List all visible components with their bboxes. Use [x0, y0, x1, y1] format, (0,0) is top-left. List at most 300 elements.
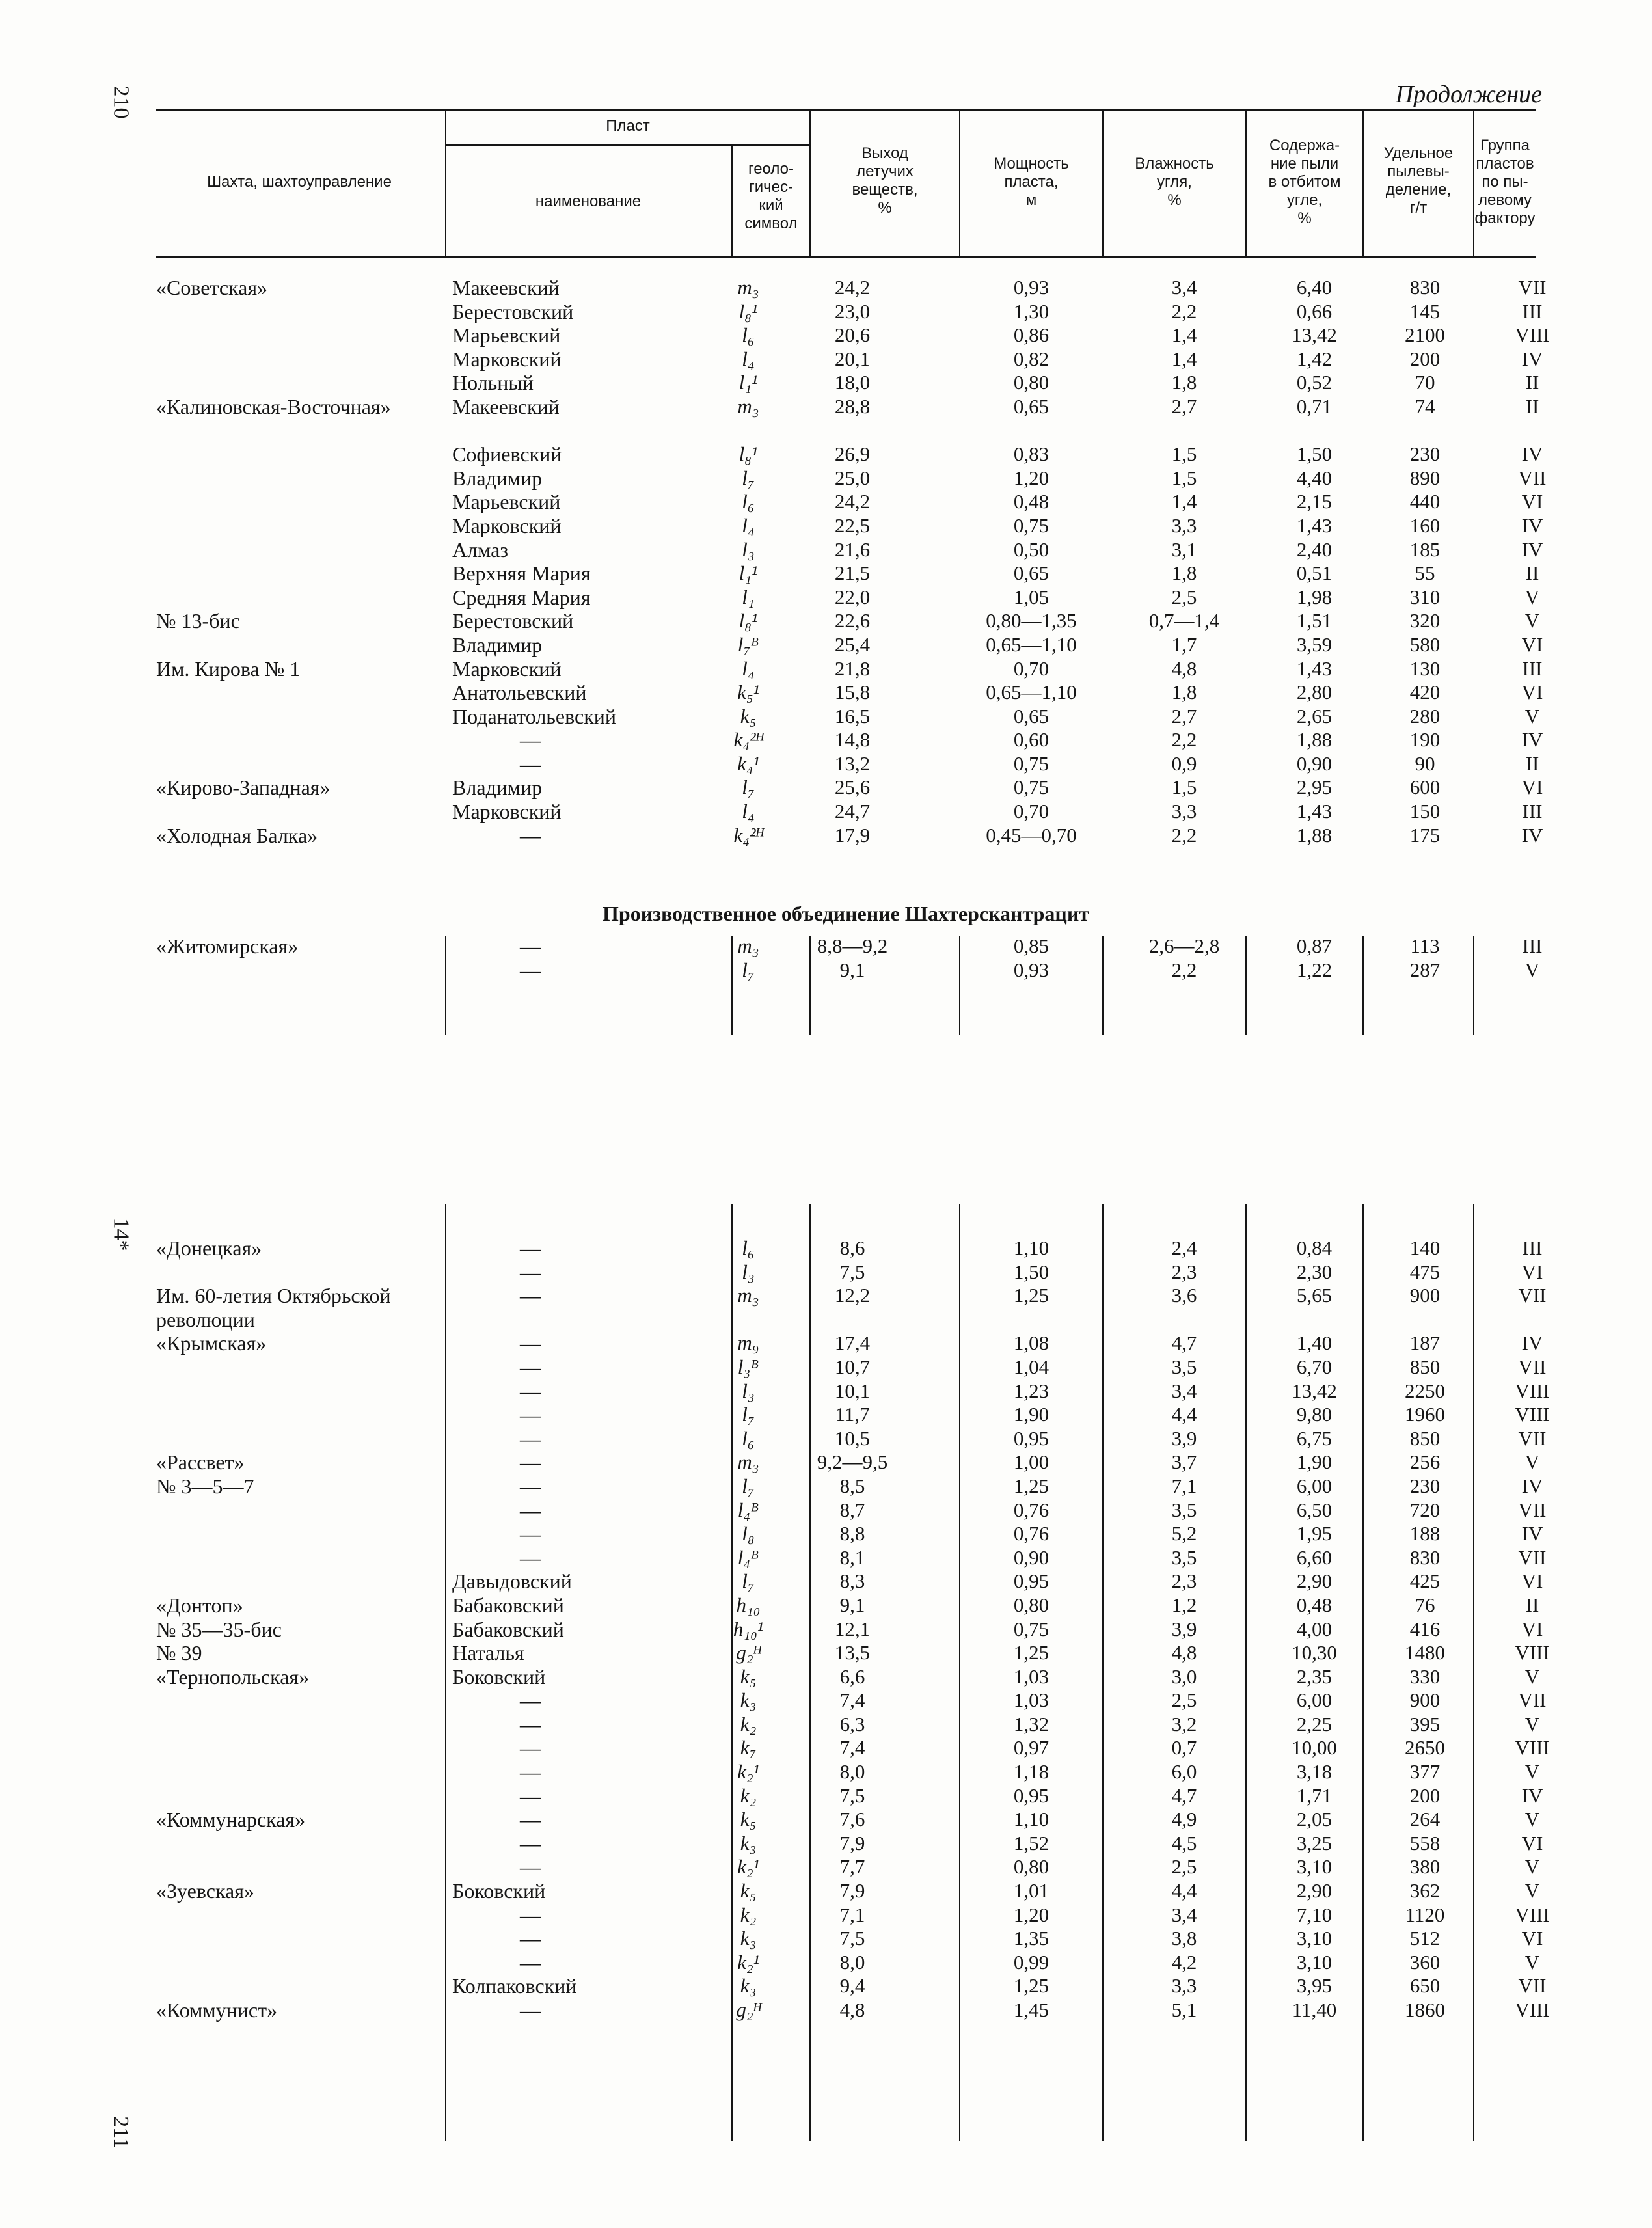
specific-dust-release: 580 [1409, 632, 1441, 656]
seam-name: Владимир [452, 466, 543, 490]
seam-thickness: 0,80 [1013, 371, 1049, 394]
coal-moisture: 3,1 [1171, 537, 1197, 561]
header-bottom-rule [156, 256, 1536, 258]
coal-moisture: 3,6 [1171, 1284, 1197, 1307]
dust-group: III [1522, 934, 1543, 957]
seam-name: — [520, 728, 541, 752]
mine-name [156, 371, 442, 395]
seam-name: Софиевский [452, 442, 562, 467]
dust-content: 13,42 [1292, 323, 1337, 347]
seam-name: — [520, 1689, 541, 1713]
specific-dust-release: 90 [1415, 752, 1435, 775]
geo-symbol: l₄ [742, 800, 755, 823]
coal-moisture: 3,9 [1171, 1617, 1197, 1640]
coal-moisture: 4,2 [1171, 1950, 1197, 1974]
seam-thickness: 1,23 [1013, 1379, 1049, 1402]
geo-symbol: l₃ [742, 1260, 755, 1283]
geo-symbol: m₉ [737, 1331, 759, 1355]
dust-content: 10,00 [1292, 1736, 1337, 1759]
seam-name: Берестовский [452, 299, 574, 323]
volatile-yield: 9,1 [839, 958, 865, 981]
volatile-yield: 6,6 [839, 1664, 865, 1688]
volatile-yield: 10,1 [834, 1379, 871, 1402]
coal-moisture: 1,8 [1171, 562, 1197, 585]
specific-dust-release: 310 [1409, 585, 1441, 608]
mine-name [156, 1546, 442, 1570]
specific-dust-release: 145 [1409, 299, 1441, 323]
geo-symbol: m₃ [737, 934, 759, 957]
geo-symbol: k₃ [740, 1689, 757, 1712]
table-row [156, 958, 1540, 983]
mine-name [156, 442, 442, 467]
seam-thickness: 1,52 [1013, 1831, 1049, 1854]
seam-thickness: 0,65 [1013, 704, 1049, 727]
mine-name [156, 1569, 442, 1594]
coal-moisture: 3,5 [1171, 1545, 1197, 1569]
coal-moisture: 0,9 [1171, 752, 1197, 775]
volatile-yield: 7,7 [839, 1855, 865, 1879]
specific-dust-release: 160 [1409, 513, 1441, 537]
dust-content: 2,95 [1296, 776, 1333, 799]
volatile-yield: 7,5 [839, 1260, 865, 1283]
seam-name: — [520, 1760, 541, 1784]
seam-thickness: 1,08 [1013, 1331, 1049, 1355]
geo-symbol: l₇ [742, 1569, 755, 1593]
table-top-block [156, 276, 1550, 847]
table-row [156, 1808, 1540, 1832]
seam-thickness: 0,82 [1013, 347, 1049, 370]
volatile-yield: 14,8 [834, 728, 871, 752]
seam-name: Марковский [452, 800, 562, 824]
mine-name: «Коммунист» [156, 1998, 278, 2022]
header-plast: Пласт [606, 117, 650, 135]
coal-moisture: 3,5 [1171, 1498, 1197, 1521]
table-row [156, 800, 1543, 824]
geo-symbol: l₇ [742, 776, 755, 799]
volatile-yield: 23,0 [834, 299, 871, 323]
table-row [156, 776, 1543, 800]
geo-symbol: l₄ᴮ [737, 1498, 759, 1521]
table-row [156, 585, 1540, 610]
dust-content: 3,95 [1296, 1974, 1333, 1998]
dust-group: VIII [1515, 1379, 1550, 1402]
seam-thickness: 1,00 [1013, 1450, 1049, 1474]
geo-symbol: k₂¹ [737, 1855, 759, 1879]
mine-name [156, 1499, 442, 1523]
mine-name [156, 1784, 442, 1808]
coal-moisture: 1,5 [1171, 776, 1197, 799]
seam-thickness: 0,65—1,10 [986, 632, 1077, 656]
specific-dust-release: 440 [1409, 490, 1441, 513]
seam-name: Боковский [452, 1664, 546, 1689]
mine-name [156, 1903, 442, 1927]
dust-content: 9,80 [1296, 1403, 1333, 1426]
dust-content: 5,65 [1296, 1284, 1333, 1307]
coal-moisture: 4,8 [1171, 1641, 1197, 1664]
coal-moisture: 3,5 [1171, 1355, 1197, 1378]
dust-content: 2,25 [1296, 1712, 1333, 1735]
specific-dust-release: 475 [1409, 1260, 1441, 1283]
signature-mark: 14* [109, 1217, 133, 1251]
coal-moisture: 4,7 [1171, 1331, 1197, 1355]
coal-moisture: 1,4 [1171, 347, 1197, 370]
dust-group: V [1524, 1664, 1540, 1688]
mine-name [156, 467, 442, 491]
dust-content: 6,70 [1296, 1355, 1333, 1378]
coal-moisture: 4,4 [1171, 1403, 1197, 1426]
specific-dust-release: 113 [1410, 934, 1440, 957]
specific-dust-release: 187 [1409, 1331, 1441, 1355]
seam-thickness: 0,95 [1013, 1426, 1049, 1450]
seam-name: — [520, 1379, 541, 1403]
dust-group: IV [1521, 442, 1543, 466]
seam-name: Колпаковский [452, 1974, 577, 1998]
table-row [156, 1426, 1547, 1451]
seam-name: — [520, 958, 541, 982]
mine-name: № 13-бис [156, 609, 240, 633]
coal-moisture: 3,4 [1171, 1903, 1197, 1926]
coal-moisture: 2,2 [1171, 958, 1197, 981]
dust-content: 0,51 [1296, 562, 1333, 585]
specific-dust-release: 188 [1409, 1522, 1441, 1545]
geo-symbol: l₈ [742, 1522, 755, 1545]
geo-symbol: k₅¹ [737, 681, 759, 704]
dust-group: IV [1521, 728, 1543, 752]
geo-symbol: l₄ [742, 657, 755, 680]
dust-content: 10,30 [1292, 1641, 1337, 1664]
geo-symbol: l₆ [742, 1236, 755, 1259]
geo-symbol: k₂¹ [737, 1760, 759, 1784]
dust-group: III [1522, 657, 1543, 680]
dust-content: 2,90 [1296, 1569, 1333, 1593]
volatile-yield: 11,7 [835, 1403, 870, 1426]
dust-group: VI [1521, 1831, 1543, 1854]
dust-group: V [1524, 1450, 1540, 1474]
volatile-yield: 7,1 [839, 1903, 865, 1926]
dust-group: II [1525, 371, 1539, 394]
seam-name: Средняя Мария [452, 585, 591, 609]
geo-symbol: m₃ [737, 1450, 759, 1474]
table-row [156, 1641, 1550, 1665]
dust-group: V [1524, 1950, 1540, 1974]
header-vlazhnost: Влажность угля, % [1135, 155, 1214, 209]
mine-name [156, 705, 442, 729]
volatile-yield: 10,5 [834, 1426, 871, 1450]
geo-symbol: h₁₀¹ [733, 1617, 764, 1640]
volatile-yield: 9,1 [839, 1593, 865, 1616]
table-row [156, 1664, 1540, 1689]
dust-group: VII [1518, 1426, 1547, 1450]
dust-group: VIII [1515, 1903, 1550, 1926]
seam-name: — [520, 1498, 541, 1522]
geo-symbol: k₅ [740, 1879, 757, 1903]
dust-group: II [1525, 1593, 1539, 1616]
specific-dust-release: 425 [1409, 1569, 1441, 1593]
mine-name [156, 1927, 442, 1951]
section-title: Производственное объединение Шахтерскантрацит [603, 902, 1089, 925]
coal-moisture: 2,2 [1171, 299, 1197, 323]
dust-group: IV [1521, 823, 1543, 847]
seam-name: — [520, 1950, 541, 1974]
seam-thickness: 0,75 [1013, 776, 1049, 799]
mine-name: «Холодная Балка» [156, 823, 318, 847]
mine-name: «Калиновская-Восточная» [156, 394, 391, 418]
seam-thickness: 1,30 [1013, 299, 1049, 323]
seam-name: — [520, 1355, 541, 1379]
dust-group: VIII [1515, 1998, 1550, 2021]
dust-content: 1,51 [1296, 609, 1333, 632]
header-geo-symbol: геоло- гичес- кий символ [744, 160, 798, 232]
volatile-yield: 16,5 [834, 704, 871, 727]
volatile-yield: 13,2 [834, 752, 871, 775]
volatile-yield: 7,4 [839, 1736, 865, 1759]
dust-content: 2,80 [1296, 681, 1333, 704]
seam-name: — [520, 1736, 541, 1760]
dust-group: V [1524, 1808, 1540, 1831]
seam-name: — [520, 1426, 541, 1450]
specific-dust-release: 330 [1409, 1664, 1441, 1688]
table-row [156, 1974, 1547, 1998]
dust-group: VIII [1515, 1641, 1550, 1664]
specific-dust-release: 850 [1409, 1355, 1441, 1378]
specific-dust-release: 2250 [1405, 1379, 1445, 1402]
volatile-yield: 13,5 [834, 1641, 871, 1664]
seam-name: Марковский [452, 513, 562, 537]
seam-thickness: 1,25 [1013, 1974, 1049, 1998]
mine-name [156, 347, 442, 372]
column-divider [731, 936, 733, 1035]
mine-name [156, 1832, 442, 1856]
seam-name: Давыдовский [452, 1569, 572, 1594]
dust-content: 1,90 [1296, 1450, 1333, 1474]
volatile-yield: 8,1 [839, 1545, 865, 1569]
column-divider [809, 936, 811, 1035]
volatile-yield: 9,2—9,5 [817, 1450, 888, 1474]
specific-dust-release: 830 [1409, 1545, 1441, 1569]
dust-group: V [1524, 704, 1540, 727]
coal-moisture: 1,8 [1171, 681, 1197, 704]
coal-moisture: 2,5 [1171, 585, 1197, 608]
geo-symbol: l₄ [742, 347, 755, 370]
coal-moisture: 3,4 [1171, 276, 1197, 299]
seam-name: Алмаз [452, 537, 508, 562]
dust-group: VII [1518, 1545, 1547, 1569]
specific-dust-release: 416 [1409, 1617, 1441, 1640]
seam-name: Марковский [452, 657, 562, 681]
mine-name: Им. 60-летия Октябрьской революции [156, 1284, 391, 1331]
specific-dust-release: 380 [1409, 1855, 1441, 1879]
coal-moisture: 7,1 [1171, 1474, 1197, 1497]
specific-dust-release: 830 [1409, 276, 1441, 299]
dust-content: 0,84 [1296, 1236, 1333, 1259]
column-divider [445, 936, 446, 1035]
volatile-yield: 8,0 [839, 1950, 865, 1974]
mine-name [156, 538, 442, 562]
coal-moisture: 3,9 [1171, 1426, 1197, 1450]
dust-content: 1,43 [1296, 800, 1333, 823]
dust-content: 2,90 [1296, 1879, 1333, 1903]
seam-thickness: 1,03 [1013, 1689, 1049, 1712]
dust-content: 1,43 [1296, 513, 1333, 537]
coal-moisture: 1,4 [1171, 490, 1197, 513]
dust-content: 0,87 [1296, 934, 1333, 957]
volatile-yield: 7,9 [839, 1879, 865, 1903]
coal-moisture: 5,2 [1171, 1522, 1197, 1545]
volatile-yield: 26,9 [834, 442, 871, 466]
geo-symbol: l₆ [742, 490, 755, 513]
dust-content: 6,00 [1296, 1689, 1333, 1712]
dust-content: 1,71 [1296, 1784, 1333, 1807]
volatile-yield: 7,9 [839, 1831, 865, 1854]
specific-dust-release: 256 [1409, 1450, 1441, 1474]
table-row [156, 1927, 1543, 1951]
mine-name: «Коммунарская» [156, 1808, 306, 1832]
table-row [156, 299, 1543, 324]
dust-group: II [1525, 562, 1539, 585]
column-divider [1362, 936, 1364, 1035]
dust-group: VI [1521, 490, 1543, 513]
dust-content: 1,50 [1296, 442, 1333, 466]
volatile-yield: 18,0 [834, 371, 871, 394]
seam-name: — [520, 1712, 541, 1736]
mine-name [156, 586, 442, 610]
coal-moisture: 1,5 [1171, 442, 1197, 466]
dust-group: VI [1521, 681, 1543, 704]
geo-symbol: l₆ [742, 323, 755, 347]
table-row [156, 1784, 1543, 1808]
seam-name: Наталья [452, 1641, 524, 1665]
dust-content: 3,10 [1296, 1855, 1333, 1879]
dust-group: VII [1518, 466, 1547, 489]
mine-name: № 3—5—7 [156, 1474, 254, 1498]
geo-symbol: k₂ [740, 1784, 757, 1807]
geo-symbol: k₅ [740, 704, 757, 727]
table-row [156, 1522, 1543, 1546]
seam-thickness: 0,48 [1013, 490, 1049, 513]
specific-dust-release: 130 [1409, 657, 1441, 680]
coal-moisture: 4,8 [1171, 657, 1197, 680]
volatile-yield: 8,5 [839, 1474, 865, 1497]
seam-thickness: 1,25 [1013, 1474, 1049, 1497]
mine-name: Им. Кирова № 1 [156, 657, 301, 681]
seam-thickness: 1,35 [1013, 1927, 1049, 1950]
geo-symbol: l₇ᴮ [737, 632, 759, 656]
specific-dust-release: 74 [1415, 394, 1435, 418]
seam-name: Поданатольевский [452, 704, 616, 728]
specific-dust-release: 512 [1409, 1927, 1441, 1950]
specific-dust-release: 420 [1409, 681, 1441, 704]
seam-thickness: 1,25 [1013, 1641, 1049, 1664]
dust-content: 6,00 [1296, 1474, 1333, 1497]
seam-thickness: 0,85 [1013, 934, 1049, 957]
dust-content: 11,40 [1292, 1998, 1337, 2021]
specific-dust-release: 600 [1409, 776, 1441, 799]
volatile-yield: 25,6 [834, 776, 871, 799]
column-divider [959, 936, 960, 1035]
seam-thickness: 0,45—0,70 [986, 823, 1077, 847]
dust-content: 2,05 [1296, 1808, 1333, 1831]
coal-moisture: 2,6—2,8 [1148, 934, 1220, 957]
seam-thickness: 1,01 [1013, 1879, 1049, 1903]
dust-group: VII [1518, 1689, 1547, 1712]
seam-name: Берестовский [452, 609, 574, 633]
table-row [156, 466, 1547, 491]
dust-content: 2,15 [1296, 490, 1333, 513]
mine-name [156, 1974, 442, 1998]
coal-moisture: 2,7 [1171, 394, 1197, 418]
seam-thickness: 0,75 [1013, 513, 1049, 537]
seam-thickness: 0,75 [1013, 1617, 1049, 1640]
table-row [156, 1689, 1547, 1713]
dust-group: IV [1521, 1474, 1543, 1497]
seam-name: — [520, 1474, 541, 1498]
table-bottom-block [156, 1236, 1550, 2022]
geo-symbol: k₅ [740, 1664, 757, 1688]
volatile-yield: 20,1 [834, 347, 871, 370]
specific-dust-release: 280 [1409, 704, 1441, 727]
geo-symbol: l₃ [742, 1379, 755, 1402]
dust-group: II [1525, 394, 1539, 418]
mine-name [156, 300, 442, 324]
dust-group: VII [1518, 1498, 1547, 1521]
specific-dust-release: 395 [1409, 1712, 1441, 1735]
dust-group: III [1522, 800, 1543, 823]
seam-thickness: 1,25 [1013, 1284, 1049, 1307]
specific-dust-release: 190 [1409, 728, 1441, 752]
geo-symbol: l₁¹ [738, 371, 758, 394]
specific-dust-release: 650 [1409, 1974, 1441, 1998]
mine-name [156, 958, 442, 983]
seam-name: — [520, 1831, 541, 1855]
coal-moisture: 1,2 [1171, 1593, 1197, 1616]
seam-name: Владимир [452, 632, 543, 657]
coal-moisture: 3,3 [1171, 513, 1197, 537]
seam-thickness: 1,32 [1013, 1712, 1049, 1735]
dust-group: VI [1521, 776, 1543, 799]
seam-thickness: 0,60 [1013, 728, 1049, 752]
seam-name: Нольный [452, 371, 534, 395]
seam-thickness: 0,65 [1013, 562, 1049, 585]
dust-content: 6,60 [1296, 1545, 1333, 1569]
geo-symbol: l₃ [742, 537, 755, 561]
seam-thickness: 0,76 [1013, 1498, 1049, 1521]
table-row [156, 1855, 1540, 1879]
mine-name [156, 1760, 442, 1784]
coal-moisture: 2,2 [1171, 728, 1197, 752]
specific-dust-release: 558 [1409, 1831, 1441, 1854]
page-number-top: 210 [109, 85, 133, 119]
table-row [156, 442, 1543, 467]
dust-group: VII [1518, 1355, 1547, 1378]
table-row [156, 823, 1543, 848]
dust-content: 3,25 [1296, 1831, 1333, 1854]
coal-moisture: 2,5 [1171, 1855, 1197, 1879]
seam-thickness: 0,70 [1013, 657, 1049, 680]
header-gruppa: Группа пластов по пы- левому фактору [1474, 137, 1536, 227]
geo-symbol: m₃ [737, 394, 759, 418]
seam-name: — [520, 1545, 541, 1569]
specific-dust-release: 900 [1409, 1284, 1441, 1307]
seam-name: — [520, 1998, 541, 2022]
specific-dust-release: 55 [1415, 562, 1435, 585]
mine-name [156, 1403, 442, 1427]
specific-dust-release: 360 [1409, 1950, 1441, 1974]
seam-name: — [520, 934, 541, 958]
coal-moisture: 4,4 [1171, 1879, 1197, 1903]
table-row [156, 276, 1547, 300]
geo-symbol: l₄ [742, 513, 755, 537]
specific-dust-release: 2650 [1405, 1736, 1445, 1759]
